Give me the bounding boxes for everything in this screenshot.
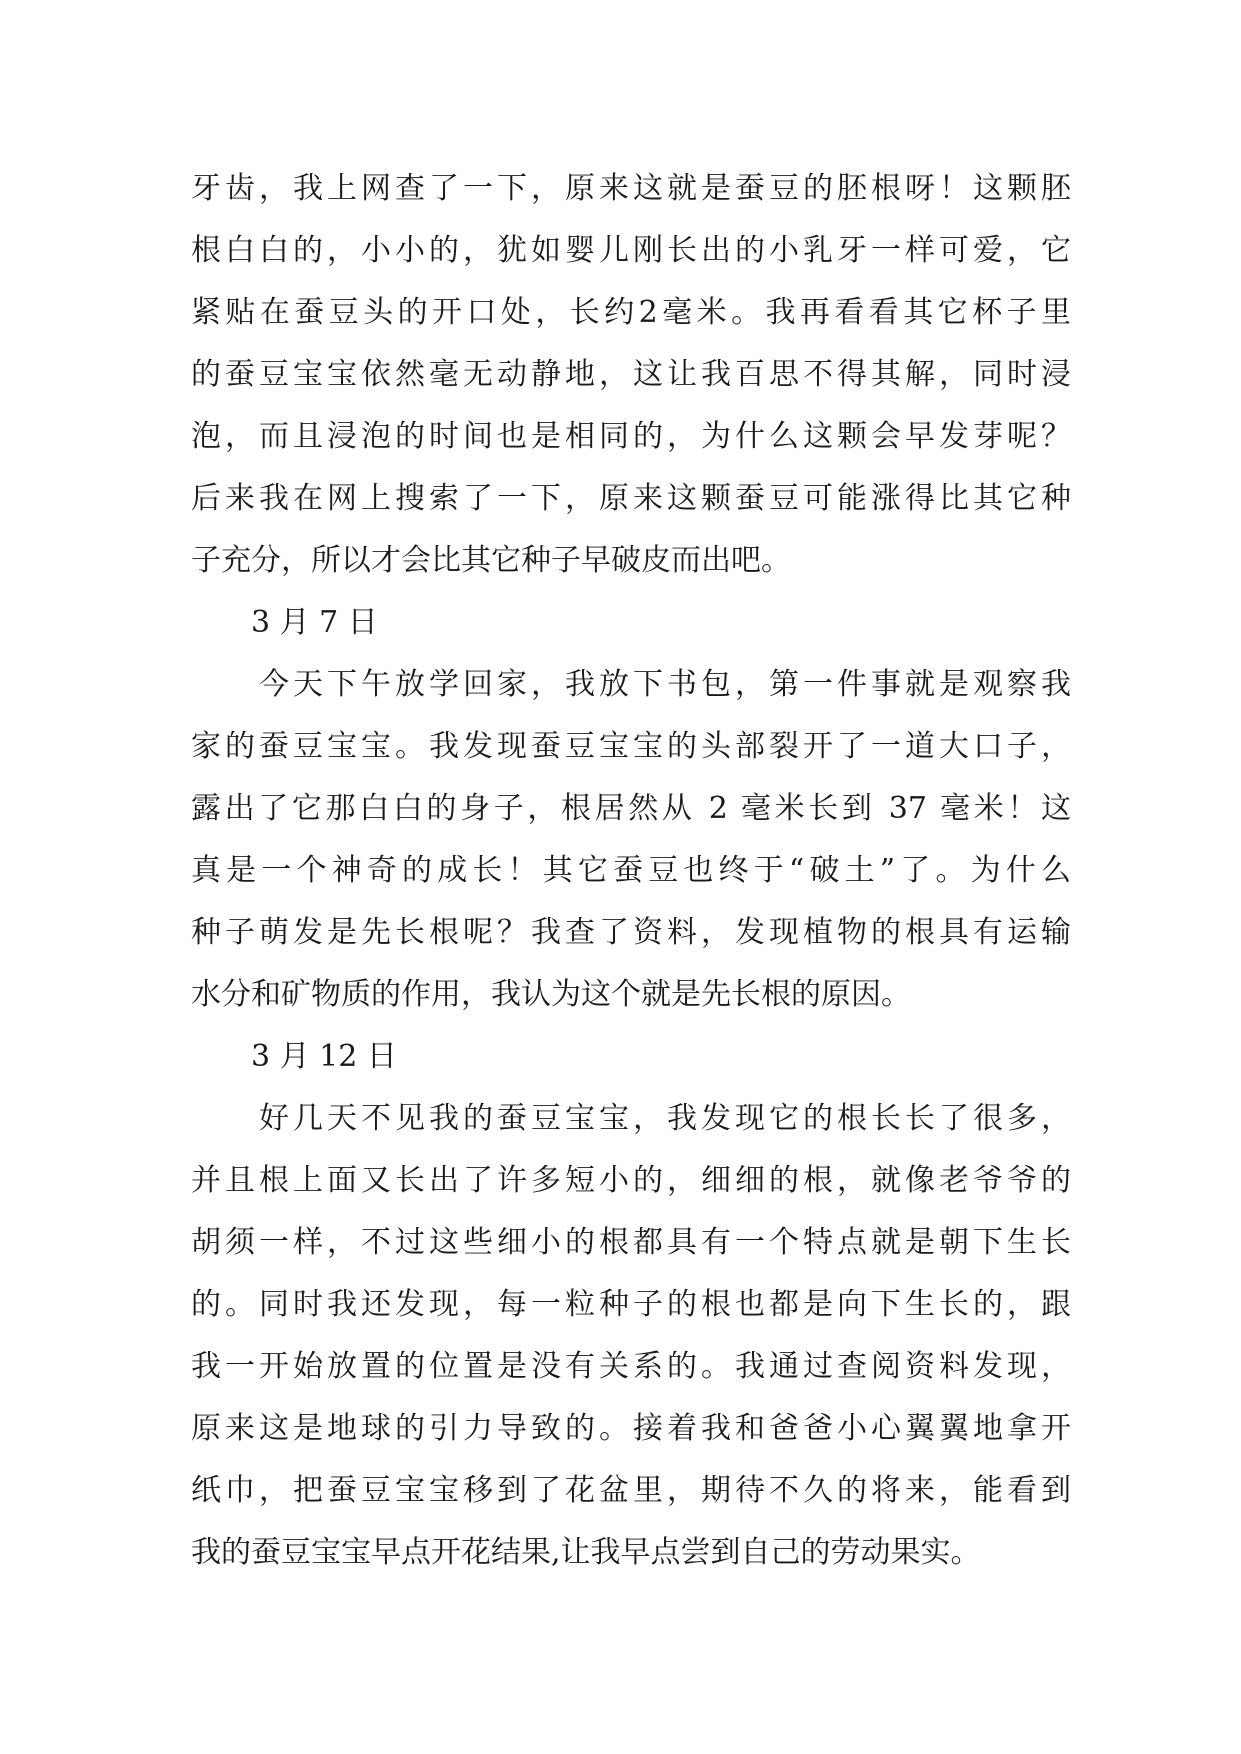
paragraph-line: 我的蚕豆宝宝早点开花结果,让我早点尝到自己的劳动果实。 [191, 1535, 981, 1570]
paragraph-line: 种子萌发是先长根呢？我查了资料，发现植物的根具有运输 [191, 915, 1071, 950]
paragraph-line: 泡，而且浸泡的时间也是相同的，为什么这颗会早发芽呢？ [191, 419, 1071, 454]
paragraph-line: 水分和矿物质的作用，我认为这个就是先长根的原因。 [191, 977, 911, 1012]
paragraph-1 [191, 158, 1071, 592]
paragraph-line: 真是一个神奇的成长！其它蚕豆也终于“破土”了。为什么 [191, 853, 1071, 888]
paragraph-line: 的蚕豆宝宝依然毫无动静地，这让我百思不得其解，同时浸 [191, 357, 1071, 392]
paragraph-line: 根白白的，小小的，犹如婴儿刚长出的小乳牙一样可爱，它 [191, 233, 1071, 268]
paragraph-line: 我一开始放置的位置是没有关系的。我通过查阅资料发现， [191, 1349, 1071, 1384]
paragraph-line: 好几天不见我的蚕豆宝宝，我发现它的根长长了很多， [191, 1101, 1071, 1136]
paragraph-line: 并且根上面又长出了许多短小的，细细的根，就像老爷爷的 [191, 1163, 1071, 1198]
paragraph-line: 家的蚕豆宝宝。我发现蚕豆宝宝的头部裂开了一道大口子， [191, 729, 1071, 764]
paragraph-3 [191, 1088, 1071, 1584]
date-heading: 3 月 12 日 [251, 1039, 397, 1074]
paragraph-line: 的。同时我还发现，每一粒种子的根也都是向下生长的，跟 [191, 1287, 1071, 1322]
document-page [191, 158, 1071, 1584]
paragraph-line: 胡须一样，不过这些细小的根都具有一个特点就是朝下生长 [191, 1225, 1071, 1260]
paragraph-2 [191, 654, 1071, 1026]
paragraph-line: 子充分，所以才会比其它种子早破皮而出吧。 [191, 543, 791, 578]
paragraph-line: 原来这是地球的引力导致的。接着我和爸爸小心翼翼地拿开 [191, 1411, 1071, 1446]
date-heading: 3 月 7 日 [251, 605, 378, 640]
paragraph-line: 牙齿，我上网查了一下，原来这就是蚕豆的胚根呀！这颗胚 [191, 171, 1071, 206]
paragraph-line: 后来我在网上搜索了一下，原来这颗蚕豆可能涨得比其它种 [191, 481, 1071, 516]
paragraph-line: 紧贴在蚕豆头的开口处，长约2毫米。我再看看其它杯子里 [191, 295, 1071, 330]
paragraph-line: 露出了它那白白的身子，根居然从 2 毫米长到 37 毫米！这 [191, 791, 1071, 826]
paragraph-line: 今天下午放学回家，我放下书包，第一件事就是观察我 [191, 667, 1071, 702]
paragraph-line: 纸巾，把蚕豆宝宝移到了花盆里，期待不久的将来，能看到 [191, 1473, 1071, 1508]
